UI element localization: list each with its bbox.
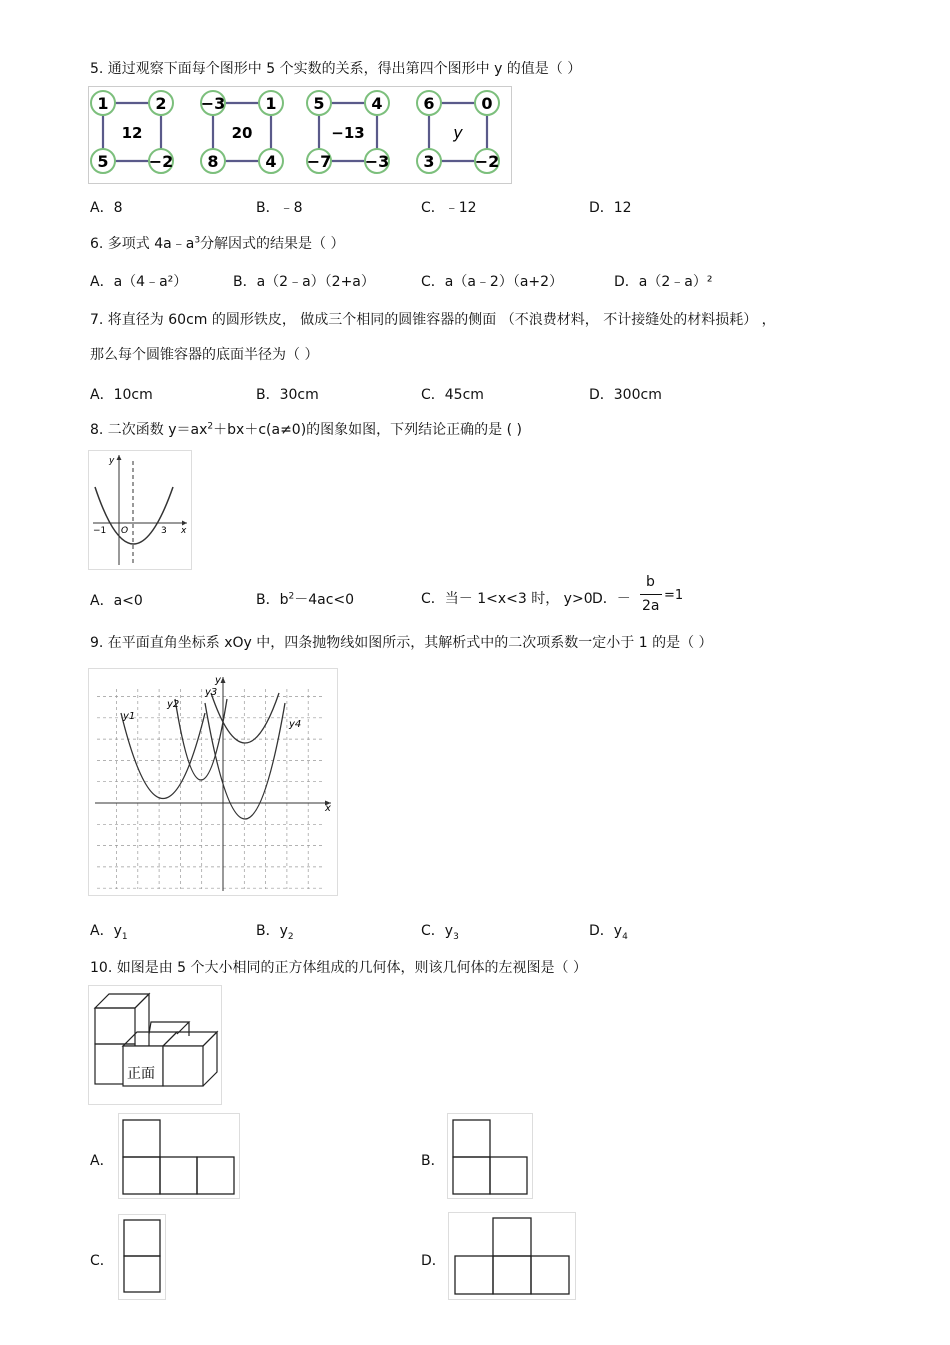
q9-option-a-letter: A．y <box>90 923 122 939</box>
q7-option-d[interactable]: D．300cm <box>589 387 662 403</box>
q8-label-origin: O <box>121 526 129 536</box>
q5-square-1 <box>91 91 173 173</box>
q8-option-d-post: =1 <box>664 588 684 603</box>
q5-option-b[interactable]: B．﹣8 <box>256 200 303 216</box>
q8-option-b-sup: 2 <box>288 591 295 602</box>
q6-stem-a: 6. 多项式 4a﹣a <box>90 236 195 252</box>
q5-corner-value: 0 <box>481 94 493 113</box>
q5-corner-value: −3 <box>364 152 390 171</box>
q10-option-a-label[interactable]: A． <box>90 1153 114 1169</box>
q10-option-d-view[interactable] <box>448 1212 576 1300</box>
q10-front-label: 正面 <box>127 1066 155 1082</box>
q10-solid-svg <box>89 986 221 1104</box>
q6-option-b[interactable]: B．a（2﹣a）（2+a） <box>233 274 375 290</box>
q5-option-d[interactable]: D．12 <box>589 200 632 216</box>
q8-label-x: x <box>181 526 187 536</box>
q5-squares-svg <box>89 87 511 183</box>
q9-graph-svg <box>89 669 337 895</box>
q5-option-a[interactable]: A．8 <box>90 200 123 216</box>
q5-corner-value: 1 <box>97 94 109 113</box>
q9-option-d[interactable] <box>589 920 628 942</box>
q8-y-arrow <box>117 455 122 460</box>
q9-label-x: x <box>325 803 331 814</box>
q8-label-three: 3 <box>161 526 167 536</box>
q9-graph <box>88 668 338 896</box>
q9-parabola-y1 <box>121 713 205 799</box>
q5-corner-value: 4 <box>265 152 277 171</box>
q7-stem-line1: 7. 将直径为 60cm 的圆形铁皮， 做成三个相同的圆锥容器的侧面 （不浪费材料， 不计接缝处的材料损耗） ， <box>90 312 776 328</box>
q8-option-b-pre: B．b <box>256 592 289 608</box>
q5-square-4 <box>417 91 499 173</box>
q9-parabola-y2 <box>175 699 227 780</box>
q9-option-b[interactable] <box>256 920 294 942</box>
q5-center-value: −13 <box>331 124 365 142</box>
q8-label-neg1: −1 <box>93 526 107 536</box>
q9-label-y2: y2 <box>167 699 180 710</box>
q9-option-c-letter: C．y <box>421 923 454 939</box>
q9-option-b-sub: 2 <box>287 931 294 942</box>
q7-stem-line2: 那么每个圆锥容器的底面半径为（ ） <box>90 347 319 363</box>
q8-option-c[interactable]: C．当－ 1<x<3 时， y>0 <box>421 591 593 607</box>
q8-stem-b: ＋bx＋c(a≠0)的图象如图，下列结论正确的是 ( ) <box>213 422 522 438</box>
q9-option-b-letter: B．y <box>256 923 288 939</box>
q8-stem <box>90 419 522 439</box>
q9-option-a-sub: 1 <box>121 931 128 942</box>
q8-stem-sup: 2 <box>207 421 214 432</box>
q9-parabola-y4 <box>205 703 285 819</box>
q6-option-a[interactable]: A．a（4﹣a²） <box>90 274 188 290</box>
q5-corner-value: 5 <box>313 94 325 113</box>
q9-option-c-sub: 3 <box>453 931 459 942</box>
q8-option-d-pre: D．－ <box>592 591 631 607</box>
q6-option-d[interactable]: D．a（2﹣a）² <box>614 274 713 290</box>
q5-corner-value: 6 <box>423 94 435 113</box>
q7-option-b[interactable]: B．30cm <box>256 387 319 403</box>
q5-corner-value: 1 <box>265 94 277 113</box>
q10-option-c-svg <box>119 1215 165 1299</box>
q5-corner-value: 8 <box>207 152 219 171</box>
q6-stem <box>90 233 345 253</box>
q10-option-d-label[interactable]: D． <box>421 1253 446 1269</box>
q7-option-a[interactable]: A．10cm <box>90 387 153 403</box>
q10-stem: 10. 如图是由 5 个大小相同的正方体组成的几何体，则该几何体的左视图是（ ） <box>90 960 587 976</box>
q8-stem-a: 8. 二次函数 y＝ax <box>90 422 208 438</box>
q5-stem: 5. 通过观察下面每个图形中 5 个实数的关系，得出第四个图形中 y 的值是（ ） <box>90 61 582 77</box>
q9-option-d-letter: D．y <box>589 923 623 939</box>
q9-label-y1: y1 <box>123 711 136 722</box>
q5-square-3 <box>307 91 390 173</box>
q5-corner-value: −2 <box>148 152 174 171</box>
q10-option-b-svg <box>448 1114 532 1198</box>
q5-corner-value: −7 <box>306 152 332 171</box>
q9-y-arrow <box>221 677 226 683</box>
q5-corner-value: 5 <box>97 152 109 171</box>
q5-corner-value: −3 <box>200 94 226 113</box>
q5-center-value: 20 <box>231 124 253 142</box>
q5-option-c[interactable]: C．﹣12 <box>421 200 477 216</box>
q10-option-a-view[interactable] <box>118 1113 240 1199</box>
q5-center-value: 12 <box>121 124 143 142</box>
q10-option-c-label[interactable]: C． <box>90 1253 114 1269</box>
q5-corner-value: −2 <box>474 152 500 171</box>
q9-option-d-sub: 4 <box>622 931 628 942</box>
q8-option-b-post: －4ac<0 <box>294 592 355 608</box>
q9-option-c[interactable] <box>421 920 459 942</box>
q10-solid-figure <box>88 985 222 1105</box>
q6-stem-b: 分解因式的结果是（ ） <box>200 236 345 252</box>
q8-option-a[interactable]: A．a<0 <box>90 593 143 609</box>
q8-option-d-fraction-bar <box>640 594 662 595</box>
q6-option-c[interactable]: C．a（a﹣2）（a+2） <box>421 274 564 290</box>
q10-option-b-label[interactable]: B． <box>421 1153 445 1169</box>
q9-label-y3: y3 <box>205 687 218 698</box>
q10-option-c-view[interactable] <box>118 1214 166 1300</box>
q5-square-2 <box>201 91 283 173</box>
q5-figure <box>88 86 512 184</box>
q9-label-y: y <box>215 675 221 686</box>
q8-graph <box>88 450 192 570</box>
q8-label-y: y <box>109 456 115 466</box>
q5-center-value: y <box>453 123 463 142</box>
q5-corner-value: 2 <box>155 94 167 113</box>
q10-option-b-view[interactable] <box>447 1113 533 1199</box>
q9-parabola-y3 <box>211 693 279 743</box>
q6-stem-sup: 3 <box>194 235 201 246</box>
q7-option-c[interactable]: C．45cm <box>421 387 484 403</box>
q9-option-a[interactable] <box>90 920 128 942</box>
q8-x-arrow <box>182 521 187 526</box>
q5-corner-value: 4 <box>371 94 383 113</box>
q5-corner-value: 3 <box>423 152 435 171</box>
q8-option-d-den: 2a <box>642 598 660 614</box>
q9-stem: 9. 在平面直角坐标系 xOy 中，四条抛物线如图所示，其解析式中的二次项系数一定小于 1 的是（ ） <box>90 635 713 651</box>
q8-option-d-num: b <box>646 574 655 590</box>
q10-option-a-svg <box>119 1114 239 1198</box>
q8-graph-svg <box>89 451 191 569</box>
q9-label-y4: y4 <box>289 719 302 730</box>
q8-option-b[interactable] <box>256 589 354 609</box>
q10-option-d-svg <box>449 1213 575 1299</box>
